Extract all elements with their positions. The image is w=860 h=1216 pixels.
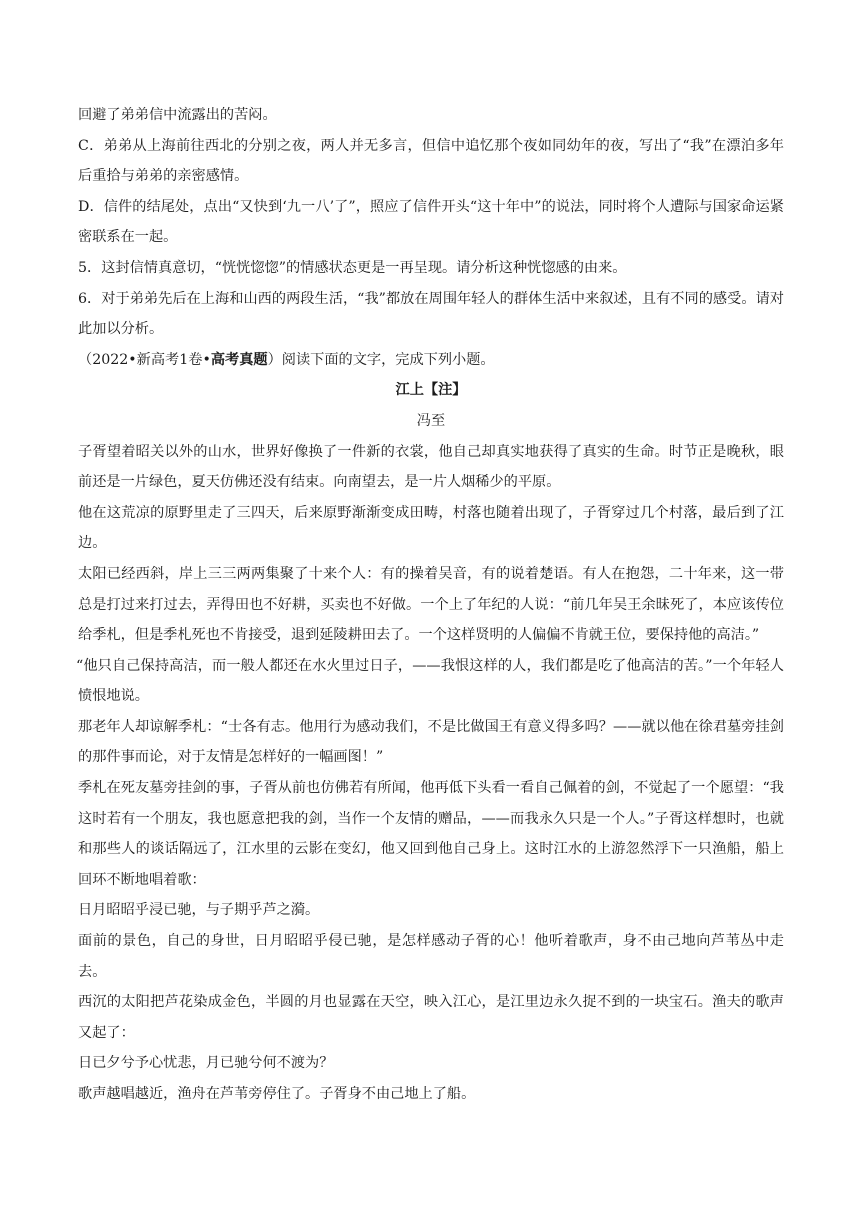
source-line xyxy=(78,345,784,376)
option-b-continuation: 回避了弟弟信中流露出的苦闷。 xyxy=(78,107,277,123)
article-title: 江上【注】 xyxy=(395,382,467,399)
paragraph: 子胥望着昭关以外的山水，世界好像换了一件新的衣裳，他自己却真实地获得了真实的生命。时节正是晚秋，眼前还是一片绿色，夏天仿佛还没有结束。向南望去，是一片人烟稀少的平原。 xyxy=(78,443,784,491)
paragraph: “他只自己保持高洁，而一般人都还在水火里过日子，——我恨这样的人，我们都是吃了他高洁的苦。”一个年轻人愤恨地说。 xyxy=(76,657,784,705)
paragraph: 季札在死友墓旁挂剑的事，子胥从前也仿佛若有所闻，他再低下头看一看自己佩着的剑，不觉起了一个愿望：“我这时若有一个朋友，我也愿意把我的剑，当作一个友情的赠品，——而我永久只是一个人。”子胥这样想时，也就和那些人的谈话隔远了，江水里的云影在变幻，他又回到他自己身上。这时江水的上游忽然浮下一只渔船，船上回环不断地唱着歌： xyxy=(78,780,784,888)
option-d: D．信件的结尾处，点出“又快到‘九一八’了”，照应了信件开头“这十年中”的说法，同时将个人遭际与国家命运紧密联系在一起。 xyxy=(78,198,784,246)
song-verse: 日月昭昭乎浸已驰，与子期乎芦之漪。 xyxy=(78,902,320,919)
question-6: 6．对于弟弟先后在上海和山西的两段生活，“我”都放在周围年轻人的群体生活中来叙述，且有不同的感受。请对此加以分析。 xyxy=(78,290,784,338)
paragraph: 那老年人却谅解季札：“士各有志。他用行为感动我们，不是比做国王有意义得多吗？——就以他在徐君墓旁挂剑的那件事而论，对于友情是怎样好的一幅画图！” xyxy=(78,718,784,766)
paragraph: 西沉的太阳把芦花染成金色，半圆的月也显露在天空，映入江心，是江里边永久捉不到的一块宝石。渔夫的歌声又起了： xyxy=(78,994,784,1041)
paragraph: 面前的景色，自己的身世，日月昭昭乎侵已驰，是怎样感动子胥的心！他听着歌声，身不由己地向芦苇丛中走去。 xyxy=(78,933,784,980)
source-prefix: （2022•新高考1卷• xyxy=(78,351,211,368)
document-page xyxy=(78,100,784,1110)
article-author: 冯至 xyxy=(416,412,446,429)
paragraph: 歌声越唱越近，渔舟在芦苇旁停住了。子胥身不由己地上了船。 xyxy=(78,1086,476,1102)
song-verse: 日已夕兮予心忧悲，月已驰兮何不渡为？ xyxy=(78,1055,334,1072)
question-5: 5．这封信情真意切，“恍恍惚惚”的情感状态更是一再呈现。请分析这种恍惚感的由来。 xyxy=(78,259,627,276)
paragraph: 他在这荒凉的原野里走了三四天，后来原野渐渐变成田畴，村落也随着出现了，子胥穿过几个村落，最后到了江边。 xyxy=(78,504,784,552)
option-c: C．弟弟从上海前往西北的分别之夜，两人并无多言，但信中追忆那个夜如同幼年的夜，写出了“我”在漂泊多年后重拾与弟弟的亲密感情。 xyxy=(78,137,784,185)
source-bold: 高考真题 xyxy=(210,351,268,368)
source-suffix: ）阅读下面的文字，完成下列小题。 xyxy=(267,351,495,368)
paragraph: 太阳已经西斜，岸上三三两两集聚了十来个人：有的操着吴音，有的说着楚语。有人在抱怨，二十年来，这一带总是打过来打过去，弄得田也不好耕，买卖也不好做。一个上了年纪的人说：“前几年吴王余昧死了，本应该传位给季札，但是季札死也不肯接受，退到延陵耕田去了。一个这样贤明的人偏偏不肯就王位，要保持他的高洁。” xyxy=(78,565,784,644)
